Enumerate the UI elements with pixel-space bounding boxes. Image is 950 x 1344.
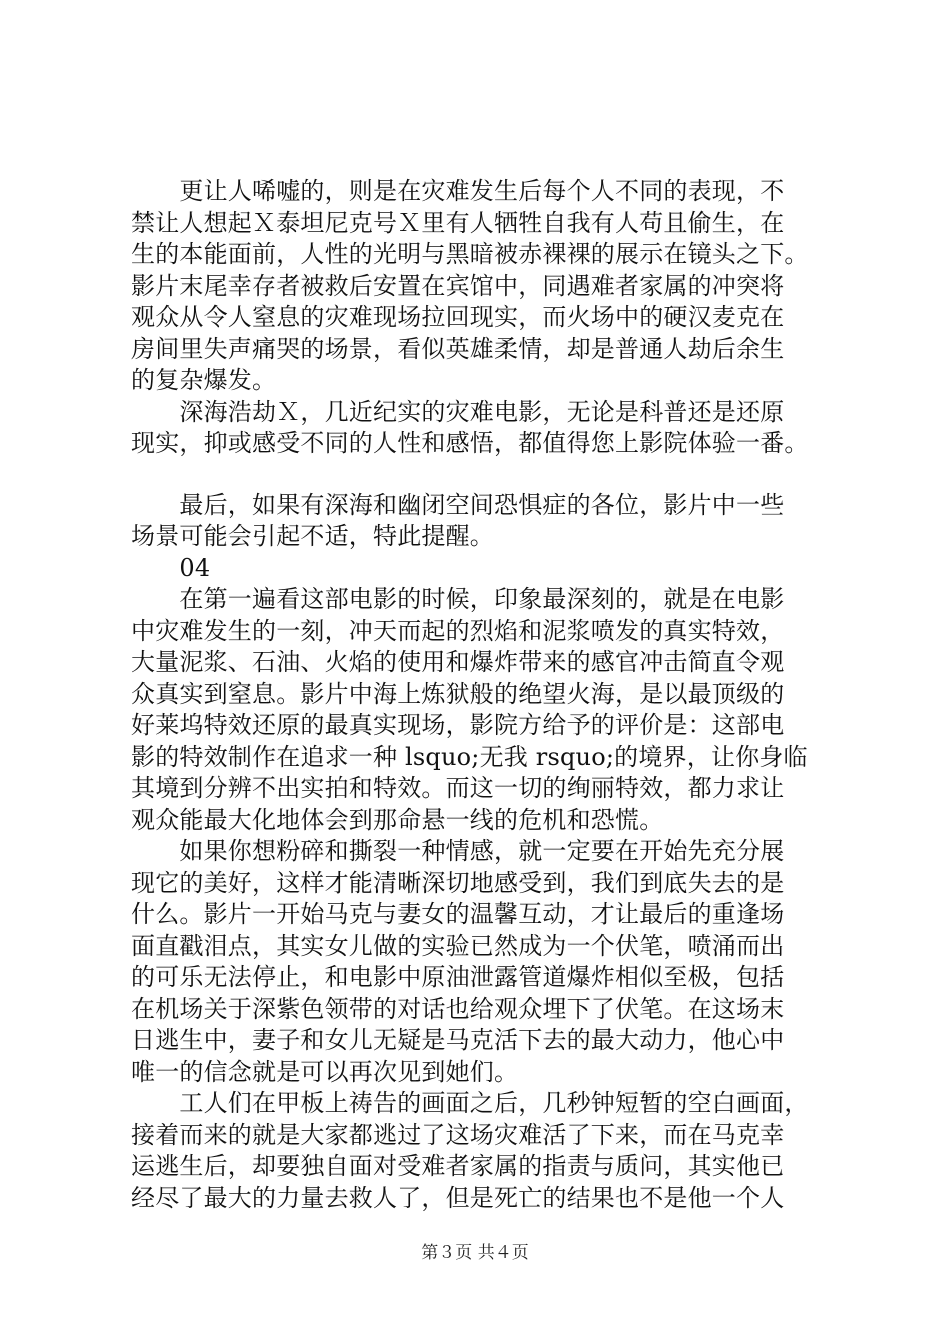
text-line: 深海浩劫Ｘ，几近纪实的灾难电影，无论是科普还是还原 [131, 397, 785, 426]
section-number: 04 [131, 553, 211, 582]
text-line: 生的本能面前，人性的光明与黑暗被赤裸裸的展示在镜头之下。 [131, 240, 809, 268]
text-line: 接着而来的就是大家都逃过了这场灾难活了下来，而在马克幸 [131, 1120, 785, 1149]
text-line: 经尽了最大的力量去救人了，但是死亡的结果也不是他一个人 [131, 1183, 785, 1212]
text-line: 影片末尾幸存者被救后安置在宾馆中，同遇难者家属的冲突将 [131, 271, 785, 300]
text-line: 在第一遍看这部电影的时候，印象最深刻的，就是在电影 [131, 585, 785, 613]
text-line: 观众能最大化地体会到那命悬一线的危机和恐慌。 [131, 805, 664, 834]
page-footer: 第３页 共４页 [421, 1243, 529, 1263]
text-line: 大量泥浆、石油、火焰的使用和爆炸带来的感官冲击简直令观 [131, 648, 785, 676]
text-line: 日逃生中，妻子和女儿无疑是马克活下去的最大动力，他心中 [131, 1026, 785, 1054]
text-line: 在机场关于深紫色领带的对话也给观众埋下了伏笔。在这场末 [131, 994, 785, 1023]
text-line: 运逃生后，却要独自面对受难者家属的指责与质问，其实他已 [131, 1152, 785, 1180]
text-line: 中灾难发生的一刻，冲天而起的烈焰和泥浆喷发的真实特效， [131, 616, 785, 645]
text-line: 更让人唏嘘的，则是在灾难发生后每个人不同的表现，不 [131, 177, 785, 205]
text-line: 什么。影片一开始马克与妻女的温馨互动，才让最后的重逢场 [131, 900, 785, 928]
text-line: 观众从令人窒息的灾难现场拉回现实，而火场中的硬汉麦克在 [131, 303, 785, 331]
text-line: 现它的美好，这样才能清晰深切地感受到，我们到底失去的是 [131, 868, 785, 897]
text-line: 如果你想粉碎和撕裂一种情感，就一定要在开始先充分展 [131, 837, 785, 865]
text-line: 工人们在甲板上祷告的画面之后，几秒钟短暂的空白画面， [131, 1089, 809, 1117]
text-line: 房间里失声痛哭的场景，看似英雄柔情，却是普通人劫后余生 [131, 334, 785, 363]
text-line: 唯一的信念就是可以再次见到她们。 [131, 1057, 519, 1086]
text-line: 众真实到窒息。影片中海上炼狱般的绝望火海，是以最顶级的 [131, 679, 785, 708]
text-line: 的复杂爆发。 [131, 366, 277, 394]
text-line: 场景可能会引起不适，特此提醒。 [131, 522, 494, 550]
document-body [131, 176, 836, 1214]
text-line: 禁让人想起Ｘ泰坦尼克号Ｘ里有人牺牲自我有人苟且偷生，在 [131, 208, 785, 237]
text-line: 好莱坞特效还原的最真实现场，影院方给予的评价是：这部电 [131, 711, 785, 739]
text-line: 最后，如果有深海和幽闭空间恐惧症的各位，影片中一些 [131, 490, 785, 519]
text-line: 的可乐无法停止，和电影中原油泄露管道爆炸相似至极，包括 [131, 963, 785, 991]
text-line: 其境到分辨不出实拍和特效。而这一切的绚丽特效，都力求让 [131, 774, 785, 802]
blank-line [131, 460, 836, 490]
text-line: 面直戳泪点，其实女儿做的实验已然成为一个伏笔，喷涌而出 [131, 931, 785, 960]
text-line: 现实，抑或感受不同的人性和感悟，都值得您上影院体验一番。 [131, 429, 809, 457]
text-line: 影的特效制作在追求一种 lsquo;无我 rsquo;的境界，让你身临 [131, 742, 808, 771]
